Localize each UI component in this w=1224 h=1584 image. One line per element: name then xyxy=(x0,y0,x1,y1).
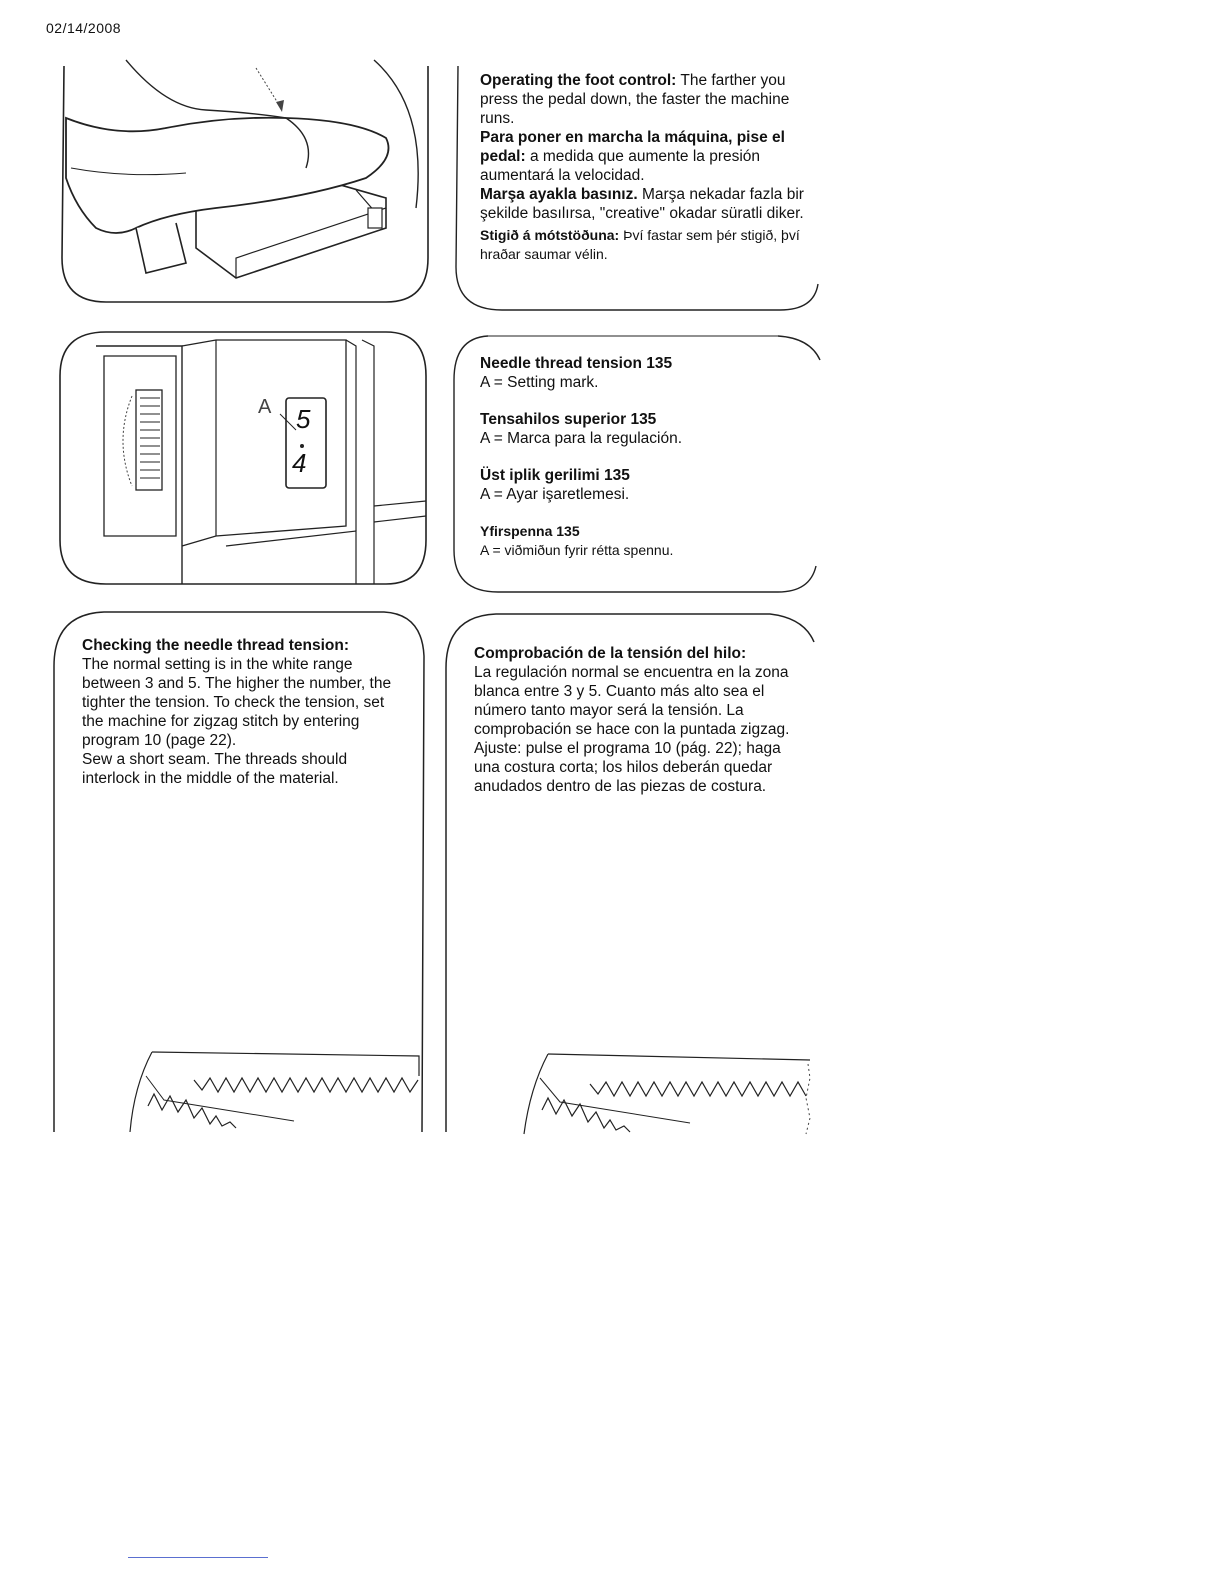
tension-heading-es: Tensahilos superior 135 xyxy=(480,411,657,428)
checking-en-heading: Checking the needle thread tension: xyxy=(82,637,349,654)
dial-number-bottom: 4 xyxy=(292,448,307,478)
checking-en-text xyxy=(82,636,408,788)
foot-pedal-illustration xyxy=(56,58,436,308)
checking-en-body: The normal setting is in the white range between 3 and 5. The higher the number, the tighter the tension. To check the tension, set the machine for zigzag stitch by entering program 10 (page 22). xyxy=(82,656,392,749)
foot-control-heading-es: Para poner en marcha la máquina, pise el pedal: xyxy=(480,129,785,165)
tension-heading-is: Yfirspenna 135 xyxy=(480,523,580,539)
foot-control-heading-is: Stigið á mótstöðuna: xyxy=(480,227,620,243)
tension-dial-drawing xyxy=(56,326,430,590)
tension-body-is: A = viðmiðun fyrir rétta spennu. xyxy=(480,542,674,558)
foot-control-body-es: a medida que aumente la presión aumentará la velocidad. xyxy=(480,148,761,184)
checking-es-body2: Ajuste: pulse el programa 10 (pág. 22); haga una costura corta; los hilos deberán quedar anudados dentro de las piezas de costura. xyxy=(474,740,781,795)
tension-body-tr: A = Ayar işaretlemesi. xyxy=(480,486,630,503)
foot-control-heading-en: Operating the foot control: xyxy=(480,72,677,89)
checking-es-body: La regulación normal se encuentra en la zona blanca entre 3 y 5. Cuanto más alto sea el número tanto mayor será la tensión. La comprobación se hace con la puntada zigzag. xyxy=(474,664,790,738)
foot-control-body-tr: Marşa nekadar fazla bir şekilde basılırsa, "creative" okadar süratli diker. xyxy=(480,186,804,222)
tension-body-es: A = Marca para la regulación. xyxy=(480,430,683,447)
checking-es-text xyxy=(474,644,804,796)
foot-control-text xyxy=(480,71,810,264)
foot-control-body-en: The farther you press the pedal down, the faster the machine runs. xyxy=(480,72,790,127)
dial-number-top: 5 xyxy=(296,404,311,434)
foot-control-body-is: Því fastar sem þér stigið, því hraðar saumar vélin. xyxy=(480,227,800,262)
tension-heading-tr: Üst iplik gerilimi 135 xyxy=(480,467,630,484)
setting-mark-label: A xyxy=(258,396,272,418)
tension-text xyxy=(480,354,800,560)
foot-pedal-drawing xyxy=(56,58,436,308)
tension-heading-en: Needle thread tension 135 xyxy=(480,355,673,372)
footer-rule xyxy=(128,1557,268,1558)
foot-control-heading-tr: Marşa ayakla basınız. xyxy=(480,186,638,203)
page-date: 02/14/2008 xyxy=(46,20,122,36)
tension-dial-illustration xyxy=(56,326,430,590)
checking-es-heading: Comprobación de la tensión del hilo: xyxy=(474,645,747,662)
checking-en-body2: Sew a short seam. The threads should interlock in the middle of the material. xyxy=(82,751,348,787)
tension-body-en: A = Setting mark. xyxy=(480,374,599,391)
